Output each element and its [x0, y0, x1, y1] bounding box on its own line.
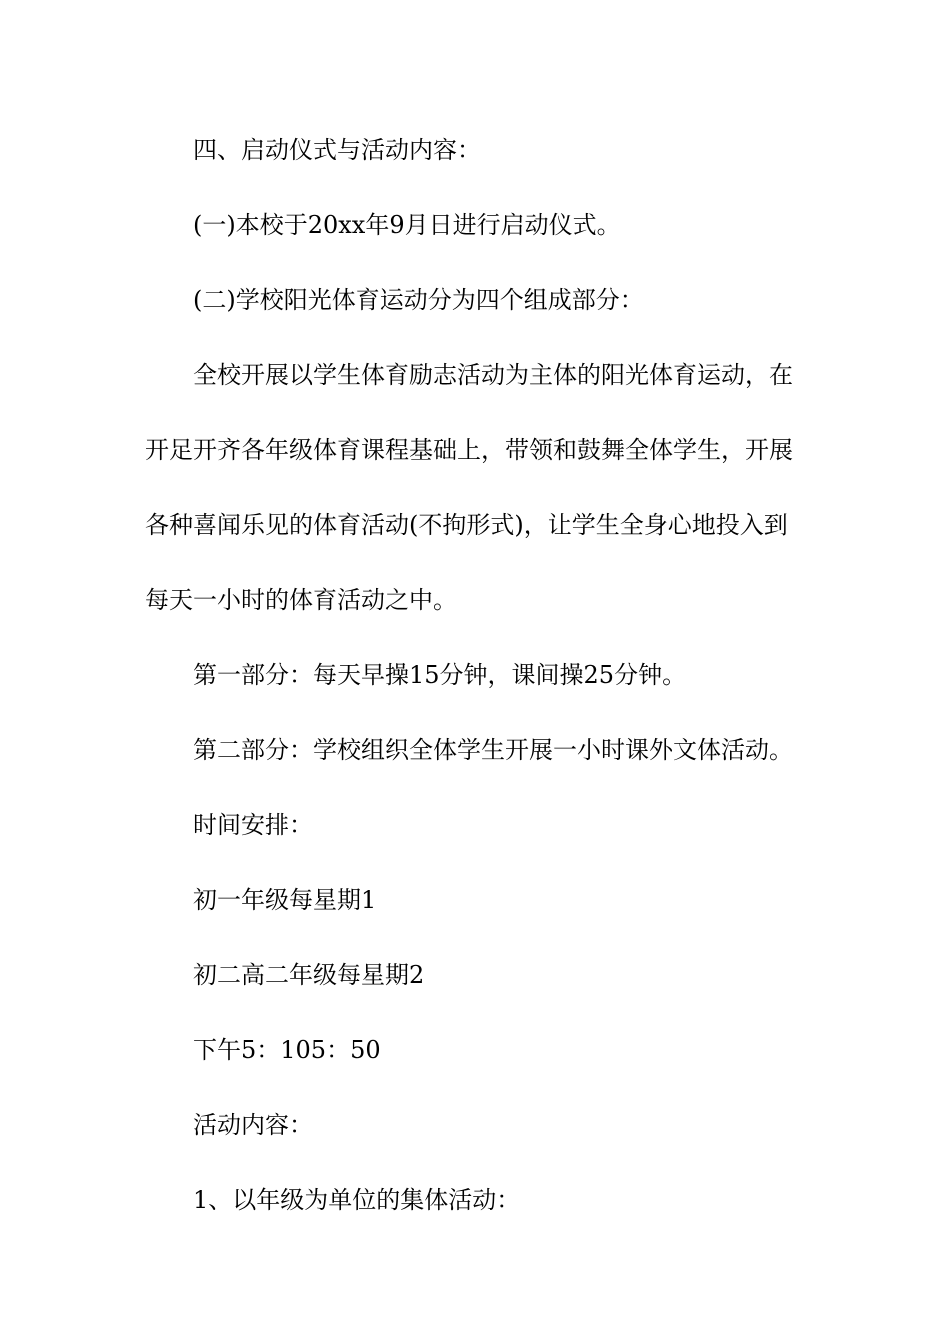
schedule-time: 下午5：105：50	[193, 1036, 381, 1064]
schedule-grade-one: 初一年级每星期1	[193, 886, 377, 914]
paragraph-body-line-1: 全校开展以学生体育励志活动为主体的阳光体育运动，在	[193, 361, 793, 389]
paragraph-launch-date: (一)本校于20xx年9月日进行启动仪式。	[193, 211, 621, 239]
list-item-grade-activity: 1、以年级为单位的集体活动：	[193, 1186, 521, 1214]
paragraph-body-line-2: 开足开齐各年级体育课程基础上，带领和鼓舞全体学生，开展	[145, 436, 793, 464]
paragraph-body-line-3: 各种喜闻乐见的体育活动(不拘形式)，让学生全身心地投入到	[145, 511, 788, 539]
paragraph-part-one: 第一部分：每天早操15分钟，课间操25分钟。	[193, 661, 687, 689]
label-activity-content: 活动内容：	[193, 1111, 313, 1139]
label-schedule: 时间安排：	[193, 811, 313, 839]
paragraph-body-line-4: 每天一小时的体育活动之中。	[145, 586, 457, 614]
schedule-grade-two: 初二高二年级每星期2	[193, 961, 425, 989]
paragraph-part-two: 第二部分：学校组织全体学生开展一小时课外文体活动。	[193, 736, 793, 764]
paragraph-four-parts: (二)学校阳光体育运动分为四个组成部分：	[193, 286, 644, 314]
section-heading-launch: 四、启动仪式与活动内容：	[193, 136, 481, 164]
